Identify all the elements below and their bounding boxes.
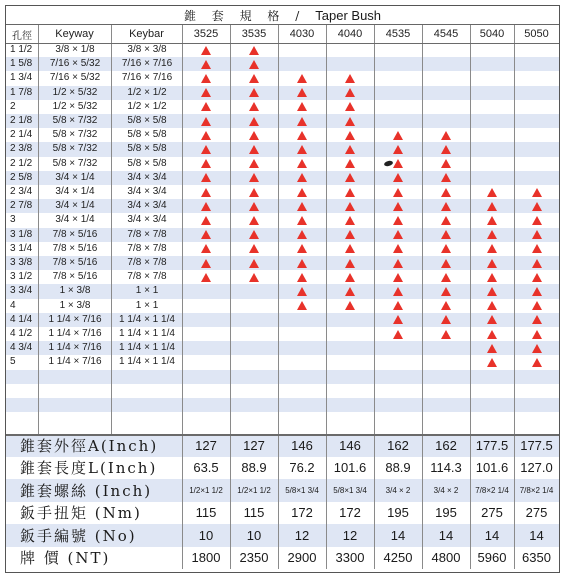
red-triangle-icon [441, 188, 451, 197]
red-triangle-icon [249, 74, 259, 83]
spec-value: 162 [387, 437, 409, 453]
spec-value: 63.5 [193, 460, 219, 475]
spec-value: 3/4 × 2 [385, 485, 411, 495]
hole-size: 5 [10, 356, 16, 368]
red-triangle-icon [201, 273, 211, 282]
hole-size: 4 3/4 [10, 342, 33, 354]
red-triangle-icon [201, 244, 211, 253]
hole-size: 3 1/2 [10, 271, 33, 283]
spec-value: 88.9 [241, 460, 267, 475]
red-triangle-icon [297, 131, 307, 140]
spec-value: 12 [342, 527, 358, 543]
red-triangle-icon [345, 273, 355, 282]
keybar-size: 1 1/4 × 1 1/4 [119, 356, 175, 368]
red-triangle-icon [201, 259, 211, 268]
hole-size: 2 1/2 [10, 157, 33, 169]
red-triangle-icon [249, 216, 259, 225]
header-model-5050: 5050 [524, 28, 549, 40]
red-triangle-icon [487, 230, 497, 239]
red-triangle-icon [297, 173, 307, 182]
spec-label: 錐套螺絲 (Inch) [20, 481, 153, 500]
hole-size: 2 7/8 [10, 200, 33, 212]
red-triangle-icon [532, 188, 542, 197]
red-triangle-icon [345, 230, 355, 239]
spec-label: 錐套長度L(Inch) [20, 459, 158, 477]
keybar-size: 7/16 × 7/16 [121, 58, 173, 70]
red-triangle-icon [345, 145, 355, 154]
hole-size: 2 1/4 [10, 129, 33, 141]
keybar-size: 1 1/4 × 1 1/4 [119, 328, 175, 340]
hole-size: 3 3/8 [10, 257, 33, 269]
red-triangle-icon [249, 102, 259, 111]
hole-size: 1 7/8 [10, 86, 33, 98]
red-triangle-icon [297, 287, 307, 296]
red-triangle-icon [297, 88, 307, 97]
red-triangle-icon [201, 60, 211, 69]
red-triangle-icon [201, 145, 211, 154]
red-triangle-icon [297, 216, 307, 225]
keyway-size: 1/2 × 5/32 [52, 100, 98, 112]
keybar-size: 5/8 × 5/8 [127, 115, 167, 127]
spec-value: 1800 [191, 550, 221, 565]
red-triangle-icon [393, 145, 403, 154]
spec-value: 146 [291, 437, 313, 453]
red-triangle-icon [487, 188, 497, 197]
red-triangle-icon [345, 202, 355, 211]
red-triangle-icon [297, 273, 307, 282]
red-triangle-icon [532, 202, 542, 211]
ink-blot [384, 160, 394, 167]
keyway-size: 3/8 × 1/8 [55, 44, 95, 56]
spec-value: 14 [438, 527, 454, 543]
keybar-size: 1/2 × 1/2 [127, 100, 167, 112]
red-triangle-icon [532, 216, 542, 225]
spec-value: 146 [339, 437, 361, 453]
red-triangle-icon [297, 188, 307, 197]
red-triangle-icon [393, 188, 403, 197]
red-triangle-icon [441, 244, 451, 253]
keybar-size: 7/16 × 7/16 [121, 72, 173, 84]
spec-value: 127.0 [520, 460, 553, 475]
keybar-size: 7/8 × 7/8 [127, 242, 167, 254]
red-triangle-icon [249, 60, 259, 69]
red-triangle-icon [249, 188, 259, 197]
keybar-size: 3/4 × 3/4 [127, 171, 167, 183]
keybar-size: 5/8 × 5/8 [127, 143, 167, 155]
spec-value: 177.5 [520, 437, 553, 453]
red-triangle-icon [441, 230, 451, 239]
spec-value: 127 [195, 437, 217, 453]
keybar-size: 1 1/4 × 1 1/4 [119, 313, 175, 325]
red-triangle-icon [201, 74, 211, 83]
red-triangle-icon [297, 117, 307, 126]
red-triangle-icon [249, 259, 259, 268]
keyway-size: 7/8 × 5/16 [52, 257, 98, 269]
red-triangle-icon [249, 244, 259, 253]
keyway-size: 3/4 × 1/4 [55, 171, 95, 183]
keyway-size: 7/8 × 5/16 [52, 242, 98, 254]
spec-label: 錐套外徑A(Inch) [20, 436, 159, 455]
spec-value: 76.2 [289, 460, 315, 475]
spec-value: 2350 [239, 550, 269, 565]
spec-value: 3/4 × 2 [433, 485, 459, 495]
red-triangle-icon [393, 273, 403, 282]
keybar-size: 3/4 × 3/4 [127, 200, 167, 212]
keyway-size: 1 1/4 × 7/16 [48, 356, 102, 368]
red-triangle-icon [345, 244, 355, 253]
red-triangle-icon [532, 259, 542, 268]
red-triangle-icon [345, 301, 355, 310]
table-title [6, 6, 559, 25]
red-triangle-icon [393, 315, 403, 324]
red-triangle-icon [249, 131, 259, 140]
keyway-size: 3/4 × 1/4 [55, 200, 95, 212]
keyway-size: 7/16 × 5/32 [49, 72, 101, 84]
keybar-size: 1 × 1 [135, 285, 159, 297]
red-triangle-icon [297, 145, 307, 154]
red-triangle-icon [201, 216, 211, 225]
red-triangle-icon [393, 173, 403, 182]
keyway-size: 5/8 × 7/32 [52, 115, 98, 127]
keyway-size: 1 × 3/8 [59, 285, 91, 297]
red-triangle-icon [487, 301, 497, 310]
red-triangle-icon [297, 244, 307, 253]
spec-value: 10 [198, 527, 214, 543]
red-triangle-icon [201, 88, 211, 97]
red-triangle-icon [297, 259, 307, 268]
keyway-size: 1 × 3/8 [59, 299, 91, 311]
hole-size: 3 1/4 [10, 242, 33, 254]
keybar-size: 1 × 1 [135, 299, 159, 311]
red-triangle-icon [532, 230, 542, 239]
spec-value: 5/8×1 3/4 [285, 485, 319, 495]
title-chinese: 錐 套 規 格 / [183, 8, 306, 23]
red-triangle-icon [487, 287, 497, 296]
hole-size: 2 1/8 [10, 115, 33, 127]
red-triangle-icon [441, 145, 451, 154]
red-triangle-icon [441, 202, 451, 211]
red-triangle-icon [532, 244, 542, 253]
red-triangle-icon [249, 273, 259, 282]
spec-value: 5960 [477, 550, 507, 565]
keyway-size: 1 1/4 × 7/16 [48, 313, 102, 325]
spec-value: 115 [243, 505, 265, 520]
red-triangle-icon [487, 244, 497, 253]
red-triangle-icon [249, 159, 259, 168]
spec-label: 牌 價 (NT) [20, 549, 111, 567]
red-triangle-icon [393, 330, 403, 339]
red-triangle-icon [441, 259, 451, 268]
red-triangle-icon [345, 131, 355, 140]
spec-value: 5/8×1 3/4 [333, 485, 367, 495]
red-triangle-icon [393, 244, 403, 253]
row-band [6, 398, 559, 412]
red-triangle-icon [249, 230, 259, 239]
red-triangle-icon [441, 131, 451, 140]
red-triangle-icon [532, 344, 542, 353]
keybar-size: 7/8 × 7/8 [127, 228, 167, 240]
red-triangle-icon [201, 159, 211, 168]
spec-value: 14 [390, 527, 406, 543]
hole-size: 2 [10, 100, 16, 112]
keyway-size: 1/2 × 5/32 [52, 86, 98, 98]
spec-value: 127 [243, 437, 265, 453]
hole-size: 3 1/8 [10, 228, 33, 240]
red-triangle-icon [441, 173, 451, 182]
keyway-size: 5/8 × 7/32 [52, 157, 98, 169]
hole-size: 3 [10, 214, 16, 226]
header-hole: 孔徑 [12, 30, 32, 42]
hole-size: 4 [10, 299, 16, 311]
hole-size: 3 3/4 [10, 285, 33, 297]
red-triangle-icon [441, 315, 451, 324]
spec-value: 10 [246, 527, 262, 543]
red-triangle-icon [249, 202, 259, 211]
hole-size: 2 5/8 [10, 171, 33, 183]
red-triangle-icon [249, 145, 259, 154]
keybar-size: 3/4 × 3/4 [127, 214, 167, 226]
spec-value: 1/2×1 1/2 [237, 485, 271, 495]
spec-value: 3300 [335, 550, 365, 565]
spec-value: 2900 [287, 550, 317, 565]
keyway-size: 3/4 × 1/4 [55, 214, 95, 226]
spec-value: 195 [435, 505, 457, 520]
hole-size: 2 3/4 [10, 186, 33, 198]
red-triangle-icon [441, 159, 451, 168]
spec-value: 6350 [522, 550, 551, 565]
red-triangle-icon [393, 216, 403, 225]
spec-value: 4800 [431, 550, 461, 565]
red-triangle-icon [297, 102, 307, 111]
red-triangle-icon [393, 259, 403, 268]
red-triangle-icon [487, 344, 497, 353]
red-triangle-icon [441, 216, 451, 225]
red-triangle-icon [393, 287, 403, 296]
red-triangle-icon [297, 301, 307, 310]
red-triangle-icon [345, 173, 355, 182]
spec-value: 114.3 [430, 460, 462, 475]
keyway-size: 5/8 × 7/32 [52, 143, 98, 155]
red-triangle-icon [249, 88, 259, 97]
spec-value: 12 [294, 527, 310, 543]
spec-value: 195 [387, 505, 409, 520]
hole-size: 4 1/4 [10, 313, 33, 325]
keybar-size: 3/8 × 3/8 [127, 44, 167, 56]
red-triangle-icon [249, 117, 259, 126]
spec-value: 172 [291, 505, 313, 520]
red-triangle-icon [441, 301, 451, 310]
keybar-size: 7/8 × 7/8 [127, 271, 167, 283]
red-triangle-icon [393, 301, 403, 310]
hole-size: 1 5/8 [10, 58, 33, 70]
spec-value: 172 [339, 505, 361, 520]
red-triangle-icon [249, 46, 259, 55]
red-triangle-icon [532, 330, 542, 339]
red-triangle-icon [201, 202, 211, 211]
red-triangle-icon [532, 273, 542, 282]
red-triangle-icon [201, 188, 211, 197]
spec-value: 275 [481, 505, 503, 520]
red-triangle-icon [345, 216, 355, 225]
red-triangle-icon [393, 202, 403, 211]
red-triangle-icon [393, 230, 403, 239]
hole-size: 4 1/2 [10, 328, 33, 340]
red-triangle-icon [345, 188, 355, 197]
red-triangle-icon [487, 273, 497, 282]
spec-value: 115 [195, 505, 217, 520]
red-triangle-icon [532, 301, 542, 310]
keybar-size: 1/2 × 1/2 [127, 86, 167, 98]
keybar-size: 1 1/4 × 1 1/4 [119, 342, 175, 354]
red-triangle-icon [487, 330, 497, 339]
spec-value: 7/8×2 1/4 [475, 485, 509, 495]
header-model-3535: 3535 [241, 28, 267, 40]
red-triangle-icon [487, 315, 497, 324]
spec-value: 14 [529, 527, 544, 543]
red-triangle-icon [201, 102, 211, 111]
header-model-3525: 3525 [193, 28, 219, 40]
red-triangle-icon [297, 74, 307, 83]
red-triangle-icon [201, 173, 211, 182]
header-model-4545: 4545 [433, 28, 459, 40]
spec-value: 88.9 [385, 460, 411, 475]
header-model-4030: 4030 [289, 28, 315, 40]
keyway-size: 5/8 × 7/32 [52, 129, 98, 141]
hole-size: 2 3/8 [10, 143, 33, 155]
red-triangle-icon [297, 202, 307, 211]
red-triangle-icon [532, 358, 542, 367]
red-triangle-icon [297, 159, 307, 168]
header-model-5040: 5040 [479, 28, 505, 40]
red-triangle-icon [393, 131, 403, 140]
red-triangle-icon [345, 117, 355, 126]
spec-value: 101.6 [333, 460, 367, 475]
header-model-4535: 4535 [385, 28, 411, 40]
keyway-size: 3/4 × 1/4 [55, 186, 95, 198]
red-triangle-icon [201, 117, 211, 126]
spec-value: 1/2×1 1/2 [189, 485, 223, 495]
red-triangle-icon [201, 230, 211, 239]
red-triangle-icon [201, 46, 211, 55]
red-triangle-icon [487, 216, 497, 225]
keybar-size: 7/8 × 7/8 [127, 257, 167, 269]
spec-label: 鈑手扭矩 (Nm) [20, 504, 142, 522]
red-triangle-icon [345, 259, 355, 268]
red-triangle-icon [345, 74, 355, 83]
red-triangle-icon [345, 102, 355, 111]
red-triangle-icon [487, 259, 497, 268]
spec-value: 7/8×2 1/4 [519, 485, 554, 495]
spec-value: 14 [484, 527, 500, 543]
red-triangle-icon [532, 315, 542, 324]
row-band [6, 370, 559, 384]
red-triangle-icon [441, 287, 451, 296]
keybar-size: 5/8 × 5/8 [127, 157, 167, 169]
red-triangle-icon [532, 287, 542, 296]
header-keybar: Keybar [129, 28, 164, 40]
keyway-size: 1 1/4 × 7/16 [48, 328, 102, 340]
keyway-size: 7/8 × 5/16 [52, 271, 98, 283]
hole-size: 1 1/2 [10, 44, 33, 56]
keyway-size: 7/16 × 5/32 [49, 58, 101, 70]
keybar-size: 5/8 × 5/8 [127, 129, 167, 141]
spec-value: 177.5 [475, 437, 509, 453]
header-keyway: Keyway [55, 28, 94, 40]
spec-value: 275 [525, 505, 548, 520]
title-english: Taper Bush [315, 7, 382, 23]
red-triangle-icon [345, 88, 355, 97]
red-triangle-icon [441, 330, 451, 339]
keybar-size: 3/4 × 3/4 [127, 186, 167, 198]
red-triangle-icon [201, 131, 211, 140]
red-triangle-icon [487, 202, 497, 211]
header-model-4040: 4040 [337, 28, 363, 40]
red-triangle-icon [393, 159, 403, 168]
spec-value: 4250 [383, 550, 413, 565]
red-triangle-icon [249, 173, 259, 182]
red-triangle-icon [441, 273, 451, 282]
spec-label: 鈑手編號 (No) [20, 526, 137, 545]
red-triangle-icon [345, 287, 355, 296]
spec-value: 162 [435, 437, 457, 453]
spec-value: 101.6 [475, 460, 509, 475]
red-triangle-icon [297, 230, 307, 239]
taper-bush-spec-sheet [5, 5, 560, 573]
red-triangle-icon [487, 358, 497, 367]
hole-size: 1 3/4 [10, 72, 33, 84]
keyway-size: 1 1/4 × 7/16 [48, 342, 102, 354]
keyway-size: 7/8 × 5/16 [52, 228, 98, 240]
red-triangle-icon [345, 159, 355, 168]
